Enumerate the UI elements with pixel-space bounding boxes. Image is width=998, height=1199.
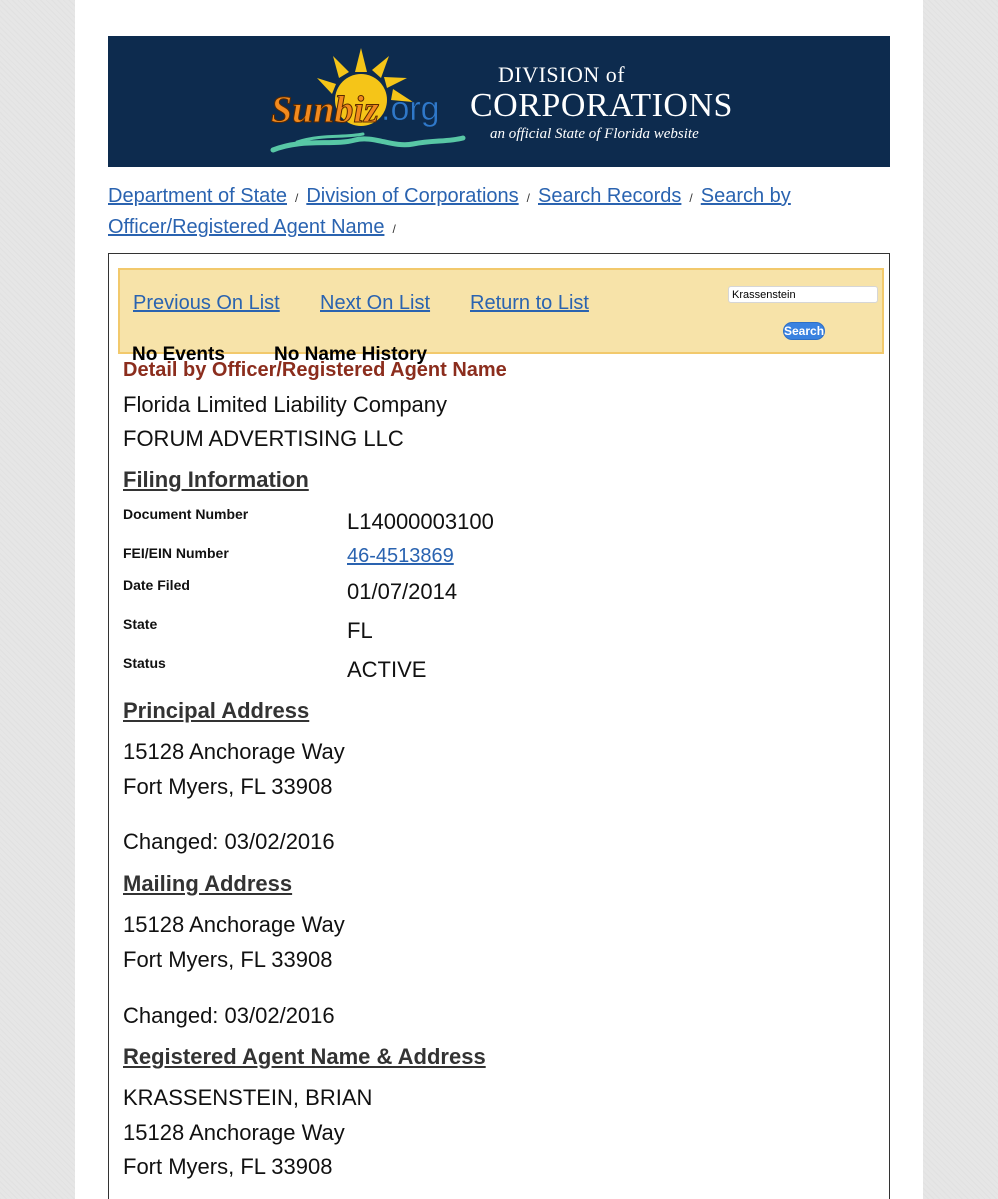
date-filed-value: 01/07/2014 — [347, 579, 458, 604]
agent-address-line1: 15128 Anchorage Way — [123, 1120, 345, 1145]
breadcrumb-separator: / — [392, 222, 396, 236]
breadcrumb-department-of-state[interactable]: Department of State — [108, 185, 287, 207]
detail-panel — [108, 253, 890, 1199]
agent-address-line2: Fort Myers, FL 33908 — [123, 1154, 333, 1179]
mailing-address-line1: 15128 Anchorage Way — [123, 912, 345, 937]
mailing-changed-date: Changed: 03/02/2016 — [123, 1003, 335, 1028]
search-input[interactable] — [728, 286, 878, 303]
breadcrumb-search-by-officer[interactable]: Search by Officer/Registered Agent Name — [108, 185, 791, 238]
division-line1: DIVISION of — [498, 62, 626, 87]
document-number-label: Document Number — [123, 506, 249, 522]
status-label: Status — [123, 655, 166, 671]
breadcrumb-separator: / — [294, 191, 299, 205]
division-line2: CORPORATIONS — [470, 87, 733, 124]
entity-type: Florida Limited Liability Company — [123, 392, 448, 417]
state-value: FL — [347, 618, 373, 643]
division-title — [470, 62, 733, 143]
svg-text:.org: .org — [381, 90, 440, 128]
sunbiz-logo-icon[interactable] — [263, 42, 468, 162]
breadcrumb-division-of-corporations[interactable]: Division of Corporations — [306, 185, 519, 207]
breadcrumb — [108, 182, 848, 244]
registered-agent-heading: Registered Agent Name & Address — [123, 1044, 486, 1069]
breadcrumb-separator: / — [526, 191, 530, 205]
next-on-list-link[interactable]: Next On List — [320, 292, 431, 314]
state-label: State — [123, 616, 158, 632]
detail-title: Detail by Officer/Registered Agent Name — [123, 359, 507, 381]
status-value: ACTIVE — [347, 657, 427, 682]
site-banner[interactable] — [108, 36, 890, 167]
page — [75, 0, 923, 1199]
navigation-bar — [118, 268, 884, 354]
fei-ein-label: FEI/EIN Number — [123, 545, 229, 561]
filing-information-heading: Filing Information — [123, 467, 309, 492]
search-button[interactable]: Search — [784, 324, 825, 338]
agent-name: KRASSENSTEIN, BRIAN — [123, 1085, 373, 1110]
principal-address-line1: 15128 Anchorage Way — [123, 739, 345, 764]
svg-text:Sunbiz: Sunbiz — [271, 89, 379, 131]
breadcrumb-separator: / — [689, 191, 693, 205]
date-filed-label: Date Filed — [123, 577, 190, 593]
no-events-label: No Events — [132, 344, 225, 365]
no-name-history-label: No Name History — [274, 344, 428, 365]
principal-address-heading: Principal Address — [123, 698, 310, 723]
principal-changed-date: Changed: 03/02/2016 — [123, 829, 335, 854]
return-to-list-link[interactable]: Return to List — [470, 292, 589, 314]
document-number-value: L14000003100 — [347, 509, 494, 534]
breadcrumb-search-records[interactable]: Search Records — [538, 185, 682, 207]
mailing-address-heading: Mailing Address — [123, 871, 293, 896]
previous-on-list-link[interactable]: Previous On List — [133, 292, 280, 314]
entity-name: FORUM ADVERTISING LLC — [123, 426, 404, 451]
fei-ein-link[interactable]: 46-4513869 — [347, 545, 454, 567]
mailing-address-line2: Fort Myers, FL 33908 — [123, 947, 333, 972]
division-tagline: an official State of Florida website — [490, 126, 699, 142]
principal-address-line2: Fort Myers, FL 33908 — [123, 774, 333, 799]
